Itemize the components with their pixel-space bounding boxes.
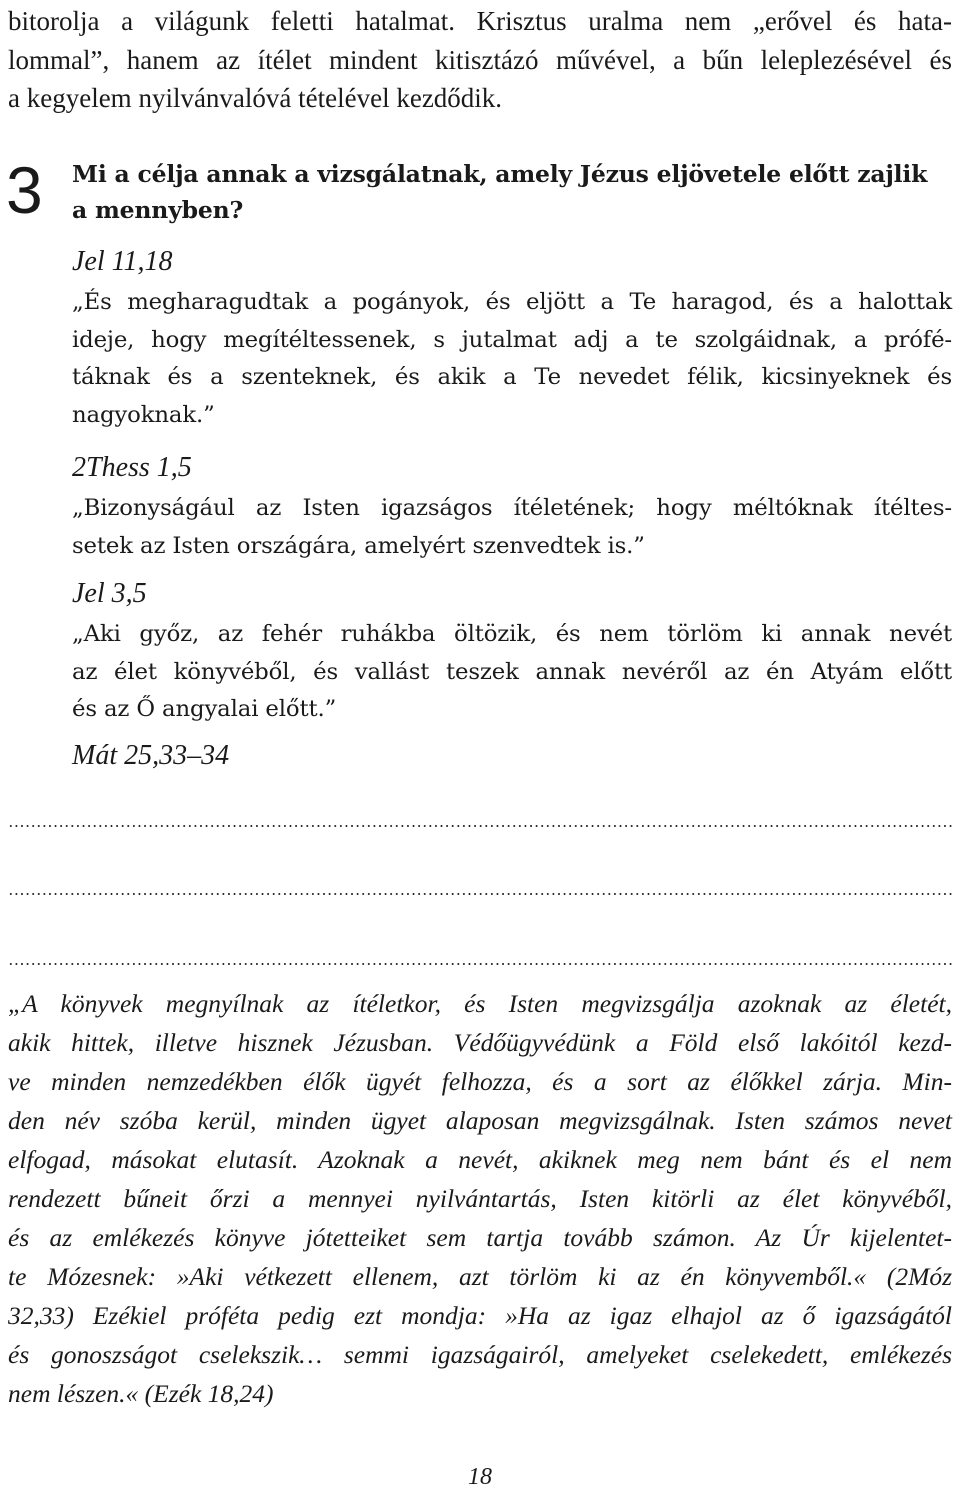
verse-line: és az Ő angyalai előtt.” (72, 696, 337, 722)
answer-line[interactable] (8, 962, 952, 966)
question-line: a mennyben? (72, 196, 244, 224)
question-line: Mi a célja annak a vizsgálatnak, amely Jézus eljövetele előtt zajlik (72, 160, 928, 188)
page-number: 18 (468, 1464, 492, 1490)
verse-line: ideje, hogy megítéltessenek, s jutalmat adj a te szolgáidnak, a prófé- (72, 326, 952, 353)
commentary-line: nem lészen.« (Ezék 18,24) (8, 1379, 274, 1408)
answer-line[interactable] (8, 824, 952, 828)
intro-line: a kegyelem nyilvánvalóvá tételével kezdődik. (8, 83, 503, 113)
intro-line: bitorolja a világunk feletti hatalmat. Krisztus uralma nem „erővel és hata- (8, 6, 952, 36)
verse-reference: Jel 3,5 (72, 578, 147, 609)
verse-line: nagyoknak.” (72, 401, 215, 428)
commentary-line: és gonoszságot cselekszik… semmi igazságairól, amelyeket cselekedett, emlékezés (8, 1340, 952, 1369)
commentary-line: den név szóba kerül, minden ügyet alaposan megvizsgálnak. Isten számos nevet (8, 1106, 952, 1135)
intro-paragraph (8, 2, 952, 118)
commentary-line: ve minden nemzedékben élők ügyét felhozza, és a sort az élőkkel zárja. Min- (8, 1067, 952, 1096)
commentary-line: elfogad, másokat elutasít. Azoknak a nevét, akiknek meg nem bánt és el nem (8, 1145, 952, 1174)
verse-reference: Jel 11,18 (72, 246, 173, 277)
verse-line: „Aki győz, az fehér ruhákba öltözik, és nem törlöm ki annak nevét (72, 621, 952, 647)
question-number: 3 (6, 153, 43, 227)
verse-reference: Mát 25,33–34 (72, 740, 230, 771)
commentary-line: rendezett bűneit őrzi a mennyei nyilvántartás, Isten kitörli az élet könyvéből, (8, 1184, 952, 1213)
verse-line: „És megharagudtak a pogányok, és eljött a Te haragod, és a halottak (72, 289, 952, 315)
answer-line[interactable] (8, 892, 952, 896)
commentary-line: „A könyvek megnyílnak az ítéletkor, és Isten megvizsgálja azoknak az életét, (8, 989, 952, 1018)
verse-text (72, 490, 952, 565)
question-text (72, 156, 952, 228)
verse-reference: 2Thess 1,5 (72, 452, 192, 483)
commentary-line: akik hittek, illetve hisznek Jézusban. Védőügyvédünk a Föld első lakóitól kezd- (8, 1028, 952, 1057)
verse-line: setek az Isten országára, amelyért szenvedtek is.” (72, 532, 645, 559)
commentary-paragraph (8, 984, 952, 1413)
verse-text (72, 284, 952, 434)
verse-line: az élet könyvéből, és vallást teszek annak nevéről az én Atyám előtt (72, 658, 952, 685)
commentary-line: és az emlékezés könyve jótetteiket sem tartja tovább számon. Az Úr kijelentet- (8, 1223, 952, 1252)
intro-line: lommal”, hanem az ítélet mindent kitisztázó művével, a bűn leleplezésével és (8, 44, 952, 75)
verse-line: táknak és a szenteknek, és akik a Te nevedet félik, kicsinyeknek és (72, 364, 952, 390)
verse-line: „Bizonyságául az Isten igazságos ítéletének; hogy méltóknak ítéltes- (72, 495, 952, 521)
commentary-line: 32,33) Ezékiel próféta pedig ezt mondja: »Ha az igaz elhajol az ő igazságától (8, 1301, 952, 1330)
verse-text (72, 616, 952, 729)
commentary-line: te Mózesnek: »Aki vétkezett ellenem, azt törlöm ki az én könyvemből.« (2Móz (8, 1262, 952, 1291)
